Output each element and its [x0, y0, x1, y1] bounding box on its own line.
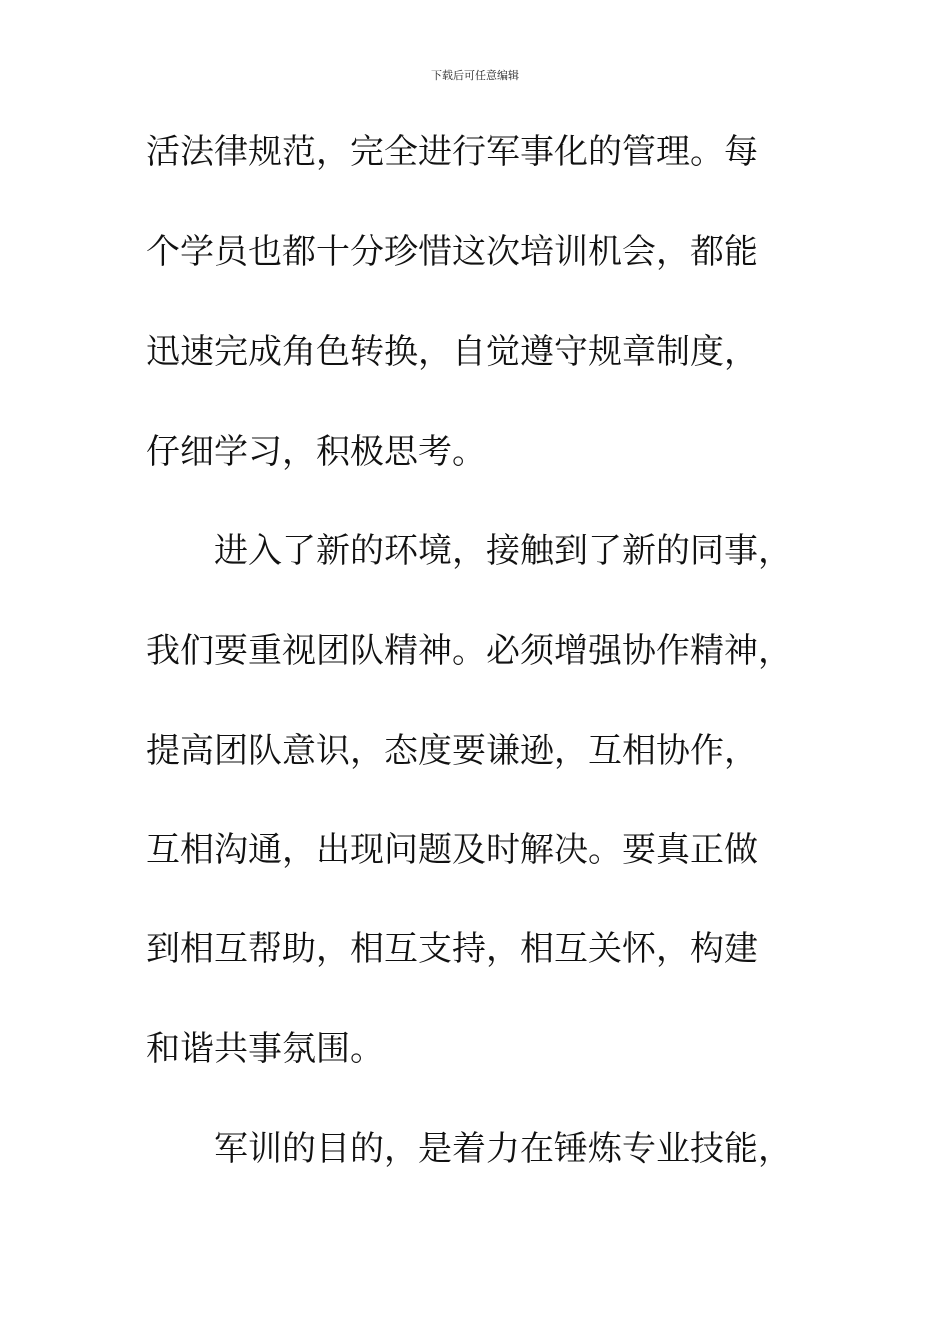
- page-header: 下载后可任意编辑: [431, 69, 519, 82]
- text-line: 和谐共事氛围。: [146, 1029, 384, 1069]
- text-line: 仔细学习，积极思考。: [146, 432, 486, 472]
- text-line: 提高团队意识，态度要谦逊，互相协作，: [146, 731, 758, 771]
- paragraph-first-line: 进入了新的环境，接触到了新的同事，: [214, 531, 792, 571]
- text-line: 互相沟通，出现问题及时解决。要真正做: [146, 830, 758, 870]
- text-line: 个学员也都十分珍惜这次培训机会，都能: [146, 232, 758, 272]
- text-line: 活法律规范，完全进行军事化的管理。每: [146, 132, 758, 172]
- text-line: 迅速完成角色转换，自觉遵守规章制度，: [146, 332, 758, 372]
- text-line: 到相互帮助，相互支持，相互关怀，构建: [146, 929, 758, 969]
- text-line: 我们要重视团队精神。必须增强协作精神，: [146, 631, 792, 671]
- paragraph-first-line: 军训的目的，是着力在锤炼专业技能，: [214, 1129, 792, 1169]
